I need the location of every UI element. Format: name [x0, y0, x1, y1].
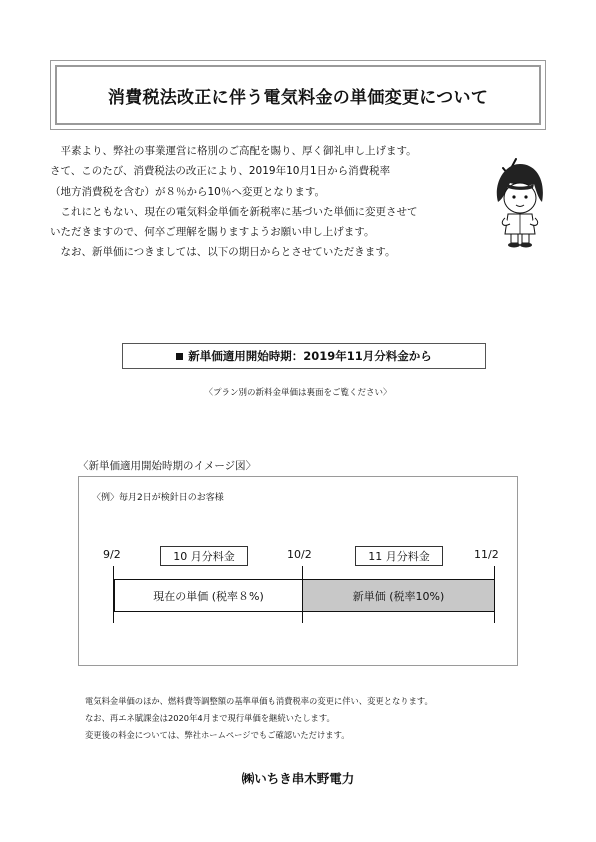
title-frame [50, 60, 546, 130]
footnote: 変更後の料金については、弊社ホームページでもご確認いただけます。 [85, 730, 350, 740]
intro-line: 平素より、弊社の事業運営に格別のご高配を賜り、厚く御礼申し上げます。 [50, 145, 417, 157]
intro-line: いただきますので、何卒ご理解を賜りますようお願い申し上げます。 [50, 226, 375, 239]
diagram-caption: 〈新単価適用開始時期のイメージ図〉 [78, 460, 257, 472]
date-label: 10/2 [287, 548, 312, 561]
month-label-october: 10 月分料金 [160, 546, 248, 566]
intro-text [50, 141, 490, 263]
example-label: 〈例〉毎月2日が検針日のお客様 [92, 493, 224, 503]
intro-line: （地方消費税を含む）が８％から10％へ変更となります。 [50, 185, 326, 198]
month-label-november: 11 月分料金 [355, 546, 443, 566]
new-rate-start-period [122, 343, 486, 369]
period-label: 新単価適用開始時期：2019年11月分料金から [188, 349, 432, 363]
footnotes [85, 693, 433, 744]
intro-line: さて、このたび、消費税法の改正により、2019年10月1日から消費税率 [50, 165, 391, 178]
back-page-note: 〈プラン別の新料金単価は裏面をご覧ください〉 [204, 388, 392, 398]
footnote: なお、再エネ賦課金は2020年4月まで現行単価を継続いたします。 [85, 713, 335, 723]
girl-mascot-with-checkmark-icon [490, 150, 548, 250]
date-label: 11/2 [474, 548, 499, 561]
company-name: ㈱いちき串木野電力 [241, 771, 355, 786]
intro-line: なお、新単価につきましては、以下の期日からとさせていただきます。 [50, 246, 396, 259]
page-title: 消費税法改正に伴う電気料金の単価変更について [55, 65, 541, 125]
date-label: 9/2 [103, 548, 121, 561]
footnote: 電気料金単価のほか、燃料費等調整額の基準単価も消費税率の変更に伴い、変更となります。 [85, 696, 433, 706]
intro-line: これにともない、現在の電気料金単価を新税率に基づいた単価に変更させて [50, 205, 418, 218]
timeline-diagram-frame [78, 476, 518, 666]
black-square-icon [176, 353, 183, 360]
new-rate-bar: 新単価 (税率10%) [302, 579, 495, 612]
current-rate-bar: 現在の単価 (税率８%) [114, 579, 303, 612]
